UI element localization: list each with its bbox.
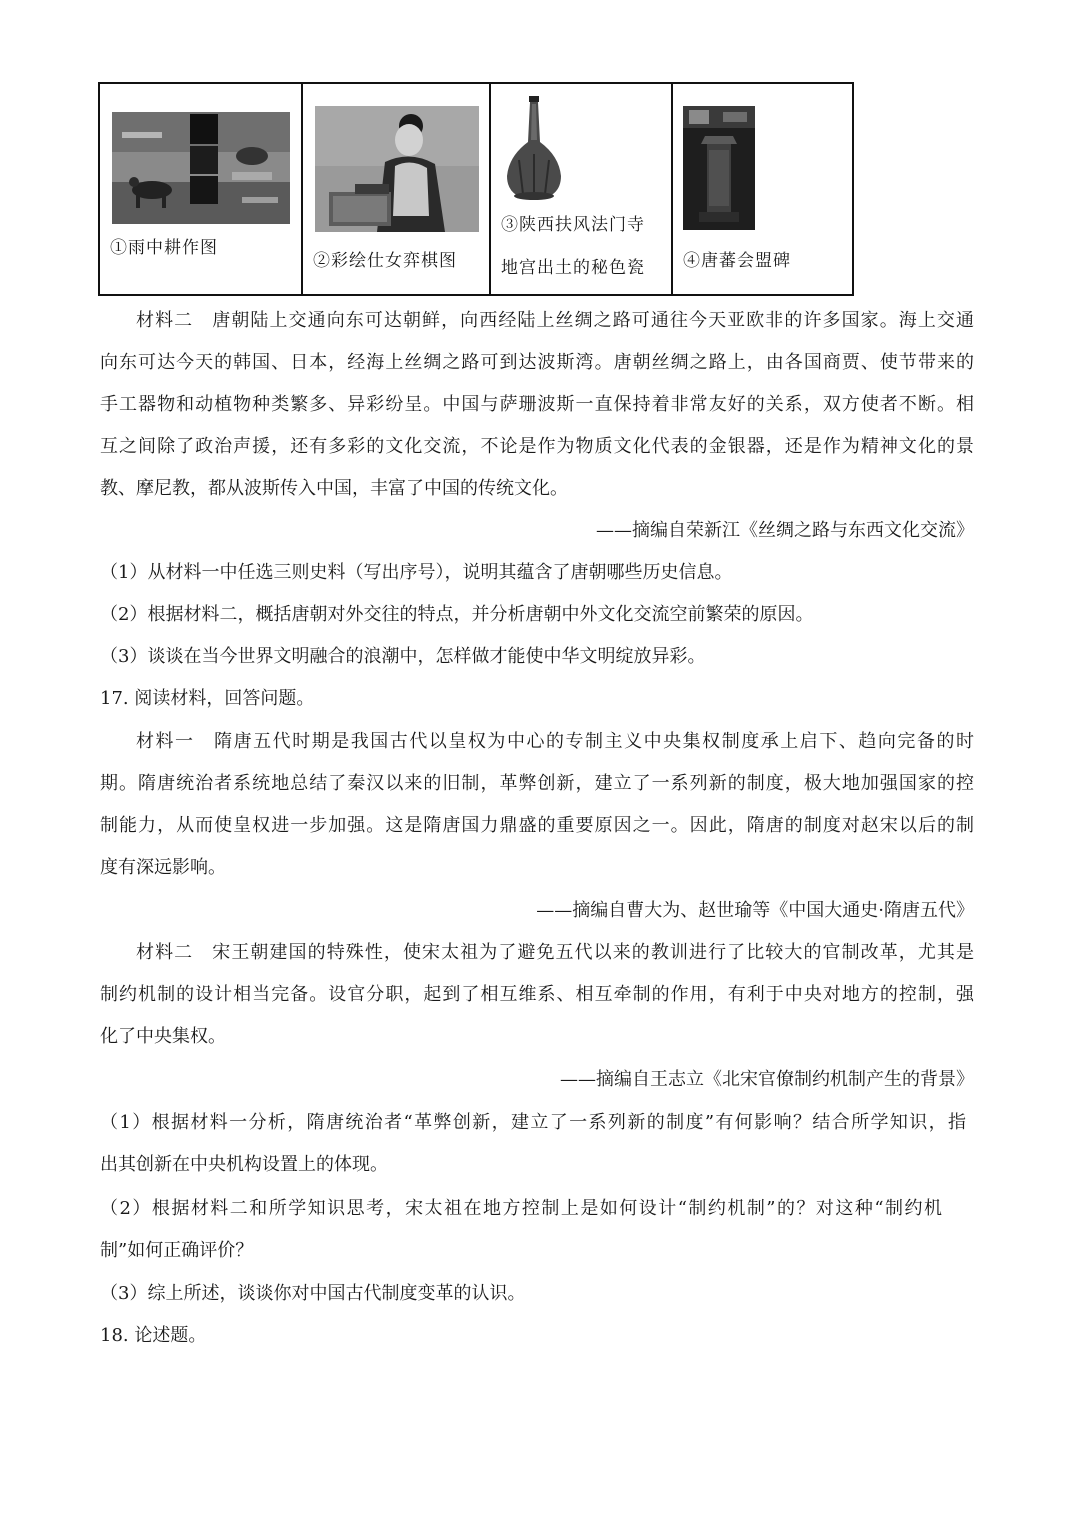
- tang-tibet-stele-icon: [683, 106, 755, 230]
- q16-question-2: （2）根据材料二，概括唐朝对外交往的特点，并分析唐朝中外文化交流空前繁荣的原因。: [100, 604, 814, 625]
- q16-material2-line: 互之间除了政治声援，还有多彩的文化交流，不论是作为物质文化代表的金银器，还是作为精神文化的景: [100, 436, 974, 457]
- q17-question-1-cont: 出其创新在中央机构设置上的体现。: [100, 1154, 388, 1175]
- image-cell-2: [303, 84, 491, 294]
- q17-material1-line: 度有深远影响。: [100, 857, 226, 878]
- image-table: [98, 82, 854, 296]
- q17-material1-line: 材料一 隋唐五代时期是我国古代以皇权为中心的专制主义中央集权制度承上启下、趋向完备的时: [136, 731, 974, 752]
- q17-material2-source: ——摘编自王志立《北宋官僚制约机制产生的背景》: [560, 1069, 974, 1090]
- q16-material2-line: 材料二 唐朝陆上交通向东可达朝鲜，向西经陆上丝绸之路可通往今天亚欧非的许多国家。海上交通: [136, 310, 974, 331]
- painted-ladies-go-icon: [315, 106, 479, 232]
- image-caption-3a: ③陕西扶风法门寺: [501, 215, 645, 235]
- q17-material2-line: 化了中央集权。: [100, 1026, 226, 1047]
- q17-heading: 17. 阅读材料，回答问题。: [100, 688, 315, 709]
- q17-question-2: （2）根据材料二和所学知识思考，宋太祖在地方控制上是如何设计“制约机制”的？对这种“制约机: [100, 1198, 942, 1219]
- image-caption-4: ④唐蕃会盟碑: [683, 251, 791, 271]
- q17-question-2-cont: 制”如何正确评价？: [100, 1240, 254, 1261]
- celadon-vase-icon: [499, 94, 569, 204]
- q16-material2-line: 教、摩尼教，都从波斯传入中国，丰富了中国的传统文化。: [100, 478, 568, 499]
- q17-material1-line: 期。隋唐统治者系统地总结了秦汉以来的旧制，革弊创新，建立了一系列新的制度，极大地加强国家的控: [100, 773, 974, 794]
- image-caption-1: ①雨中耕作图: [110, 238, 218, 258]
- q18-heading: 18. 论述题。: [100, 1325, 207, 1346]
- farming-mural-icon: [112, 112, 290, 224]
- image-cell-3: [491, 84, 673, 294]
- q17-question-1: （1）根据材料一分析，隋唐统治者“革弊创新，建立了一系列新的制度”有何影响？结合所学知识，指: [100, 1112, 966, 1133]
- image-cell-1: [100, 84, 303, 294]
- q17-material2-line: 材料二 宋王朝建国的特殊性，使宋太祖为了避免五代以来的教训进行了比较大的官制改革，尤其是: [136, 942, 974, 963]
- q17-material1-source: ——摘编自曹大为、赵世瑜等《中国大通史·隋唐五代》: [536, 900, 974, 921]
- q16-material2-source: ——摘编自荣新江《丝绸之路与东西文化交流》: [596, 520, 974, 541]
- q17-material2-line: 制约机制的设计相当完备。设官分职，起到了相互维系、相互牵制的作用，有利于中央对地方的控制，强: [100, 984, 974, 1005]
- q16-question-1: （1）从材料一中任选三则史料（写出序号），说明其蕴含了唐朝哪些历史信息。: [100, 562, 733, 583]
- image-caption-3b: 地宫出土的秘色瓷: [501, 258, 645, 278]
- q16-material2-line: 手工器物和动植物种类繁多、异彩纷呈。中国与萨珊波斯一直保持着非常友好的关系，双方使者不断。相: [100, 394, 974, 415]
- image-caption-2: ②彩绘仕女弈棋图: [313, 251, 457, 271]
- q16-material2-line: 向东可达今天的韩国、日本，经海上丝绸之路可到达波斯湾。唐朝丝绸之路上，由各国商贾、使节带来的: [100, 352, 974, 373]
- q17-question-3: （3）综上所述，谈谈你对中国古代制度变革的认识。: [100, 1283, 526, 1304]
- q16-question-3: （3）谈谈在当今世界文明融合的浪潮中，怎样做才能使中华文明绽放异彩。: [100, 646, 706, 667]
- image-cell-4: [673, 84, 852, 294]
- q17-material1-line: 制能力，从而使皇权进一步加强。这是隋唐国力鼎盛的重要原因之一。因此，隋唐的制度对赵宋以后的制: [100, 815, 974, 836]
